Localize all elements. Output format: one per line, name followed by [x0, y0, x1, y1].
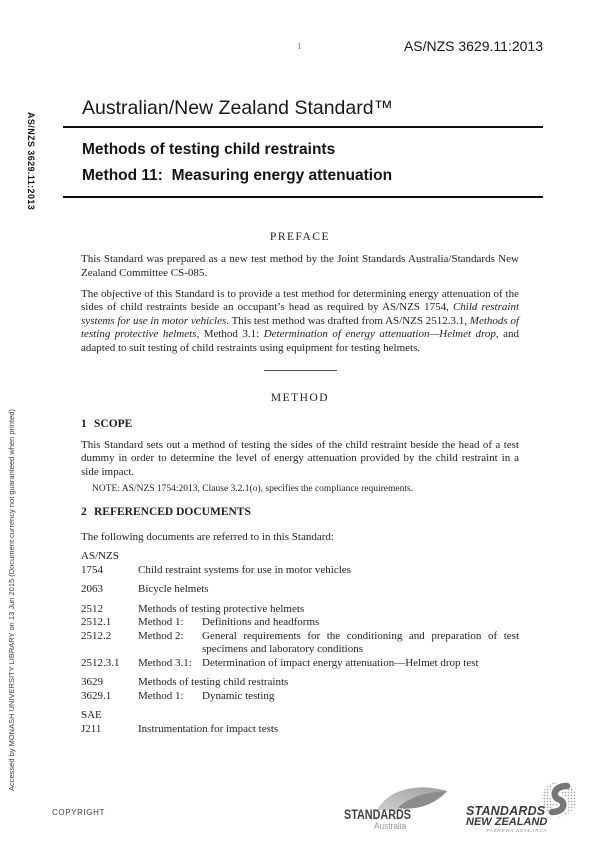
reference-row	[81, 630, 519, 657]
reference-method-label: Method 1:	[138, 689, 184, 702]
preface-p2-seg4: Method 3.1:	[199, 328, 264, 340]
header-doc-code: AS/NZS 3629.11:2013	[403, 38, 543, 54]
scope-section-heading	[81, 418, 519, 431]
reference-title	[138, 709, 519, 723]
reference-title: Child restraint systems for use in motor vehicles	[138, 563, 351, 576]
scope-paragraph: This Standard sets out a method of testing the sides of the child restraint beside the head of a test dummy in order to determine the level of energy attenuation provided by the child restraint in a side impact.	[81, 438, 519, 478]
reference-title: Definitions and headforms	[202, 616, 320, 628]
snz-wordmark	[466, 806, 547, 833]
reference-row	[81, 616, 519, 630]
document-title-line2: Method 11: Measuring energy attenuation	[82, 167, 393, 184]
reference-id: J211	[81, 722, 102, 735]
reference-method-label: Method 3.1:	[138, 656, 192, 669]
reference-group-3629	[81, 676, 519, 703]
preface-p2-seg1-italic: Child restraint systems for use in motor vehicles	[81, 301, 520, 327]
preface-p2-seg6: , and adapted to suit testing of child restraints using equipment for testing helmets.	[81, 328, 519, 354]
reference-title: Determination of impact energy attenuation—Helmet drop test	[202, 656, 479, 669]
method-heading: METHOD	[270, 392, 330, 404]
reference-row	[81, 603, 519, 617]
page-number: 1	[297, 41, 302, 51]
reference-row	[81, 709, 519, 723]
scope-section-number: 1	[81, 418, 87, 430]
reference-row	[81, 564, 519, 578]
reference-id: AS/NZS	[81, 550, 119, 562]
title-block	[63, 97, 543, 198]
reference-id: 3629	[81, 676, 103, 688]
reference-id: 2512.3.1	[81, 656, 120, 669]
reference-id: 2063	[81, 583, 103, 595]
scope-note: NOTE: AS/NZS 1754:2013, Clause 3.2.1(o), specifies the compliance requirements.	[92, 484, 414, 494]
reference-id: 1754	[81, 563, 103, 576]
reference-title: Instrumentation for impact tests	[138, 722, 279, 735]
preface-paragraph-1: This Standard was prepared as a new test method by the Joint Standards Australia/Standards New Zealand Committee CS-085.	[81, 253, 519, 279]
reference-title: General requirements for the conditioning and preparation of test specimens and laboratory conditions	[202, 629, 519, 655]
reference-group-asnzs	[81, 550, 519, 577]
reference-group-2512	[81, 603, 519, 671]
reference-row	[81, 583, 519, 597]
snz-maori-subtext: PAEREWA AOTEAROA	[486, 828, 548, 833]
reference-method-label: Method 1:	[138, 616, 184, 628]
reference-list	[81, 550, 519, 736]
references-intro: The following documents are referred to in this Standard:	[81, 530, 334, 543]
standards-australia-logo	[340, 782, 456, 834]
preface-p2-seg3-italic: Methods of testing protective helmets,	[81, 314, 519, 340]
reference-row	[81, 723, 519, 737]
library-access-notice: Accessed by MONASH UNIVERSITY LIBRARY on 13 Jun 2015 (Document currency not guaranteed when printed)	[7, 409, 16, 791]
reference-row	[81, 690, 519, 704]
body-column	[81, 231, 519, 742]
reference-group-sae	[81, 709, 519, 736]
standards-australia-wordmark: STANDARDS	[344, 807, 411, 822]
reference-id: 3629.1	[81, 689, 112, 702]
reference-title: Methods of testing protective helmets	[138, 602, 305, 615]
preface-p2-seg5-italic: Determination of energy attenuation—Helmet drop	[263, 328, 496, 340]
preface-p2-seg0: The objective of this Standard is to provide a test method for determining energy attenuation of the sides of child restraints beside an occupant’s head as required by AS/NZS 1754,	[81, 287, 519, 313]
standards-new-zealand-logo	[466, 779, 580, 839]
reference-row	[81, 657, 519, 671]
standards-australia-subtext: Australia	[374, 821, 407, 831]
scope-section-label: SCOPE	[94, 418, 133, 430]
reference-id: 2512.2	[81, 629, 112, 642]
reference-method-label: Method 2:	[138, 629, 184, 642]
copyright-label: COPYRIGHT	[52, 808, 105, 817]
preface-p2-seg2: . This test method was drafted from AS/NZS 2512.3.1,	[226, 314, 470, 327]
reference-title: Bicycle helmets	[138, 583, 209, 595]
reference-id: 2512	[81, 602, 103, 615]
reference-row	[81, 550, 519, 564]
references-section-label: REFERENCED DOCUMENTS	[94, 505, 251, 518]
references-section-heading	[81, 506, 519, 519]
title-rule-top	[63, 126, 543, 128]
reference-row	[81, 676, 519, 690]
standard-type-title: Australian/New Zealand Standard™	[82, 97, 394, 119]
reference-title: Dynamic testing	[202, 689, 275, 702]
document-title-line1: Methods of testing child restraints	[82, 141, 336, 158]
reference-id: SAE	[81, 709, 102, 721]
preface-heading: PREFACE	[269, 231, 331, 243]
reference-id: 2512.1	[81, 616, 112, 628]
snz-wordmark-line1: STANDARDS	[466, 804, 546, 818]
title-rule-bottom	[63, 196, 543, 198]
reference-group-2063	[81, 583, 519, 597]
reference-title: Methods of testing child restraints	[138, 676, 289, 688]
references-section-number: 2	[81, 505, 87, 518]
preface-paragraph-2	[81, 288, 519, 356]
reference-title	[138, 550, 519, 564]
section-divider	[264, 370, 337, 371]
snz-wordmark-line2: NEW ZEALAND	[466, 816, 548, 828]
spine-doc-code: AS/NZS 3629.11:2013	[26, 112, 36, 211]
